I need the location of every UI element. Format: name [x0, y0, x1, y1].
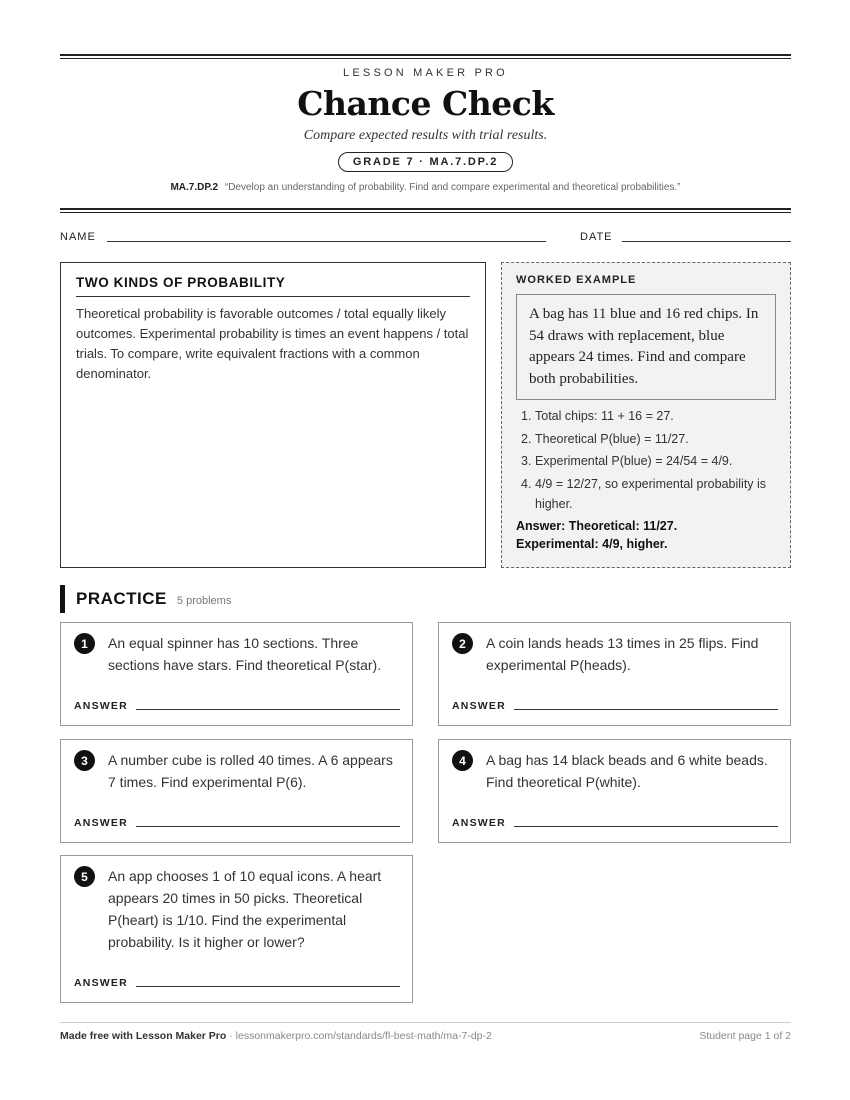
problem-number-badge: 2 [452, 633, 473, 654]
practice-problem-card [60, 855, 413, 1003]
answer-label: ANSWER [452, 817, 506, 829]
standard-description [60, 182, 791, 193]
problem-number-badge: 4 [452, 750, 473, 771]
worked-step: 3. Experimental P(blue) = 24/54 = 4/9. [521, 454, 733, 468]
answer-label: ANSWER [74, 977, 128, 989]
practice-header [60, 585, 231, 613]
answer-field[interactable] [136, 986, 400, 987]
worksheet-subtitle: Compare expected results with trial results. [303, 128, 548, 143]
worked-example-problem: A bag has 11 blue and 16 red chips. In 54 draws with replacement, blue appears 24 times. Find and compare both probabilities. [516, 294, 776, 400]
worksheet-title: Chance Check [297, 84, 554, 123]
name-field[interactable] [107, 241, 546, 242]
answer-label: ANSWER [74, 817, 128, 829]
practice-problem-card [60, 739, 413, 843]
problem-text: A coin lands heads 13 times in 25 flips. Find experimental P(heads). [486, 635, 759, 673]
practice-problem-card [438, 622, 791, 726]
worked-step: 1. Total chips: 11 + 16 = 27. [521, 409, 674, 423]
worked-example-steps [516, 406, 776, 514]
footer-credit: Made free with Lesson Maker Pro · lessonmakerpro.com/standards/fl-best-math/ma-7-dp-2 [60, 1030, 492, 1042]
answer-label: ANSWER [74, 700, 128, 712]
grade-badge: GRADE 7 · MA.7.DP.2 [338, 152, 513, 172]
brand-label: LESSON MAKER PRO [343, 67, 508, 79]
worksheet-page [60, 0, 791, 1100]
problem-number-badge: 3 [74, 750, 95, 771]
worked-step: 2. Theoretical P(blue) = 11/27. [521, 431, 689, 446]
answer-label: ANSWER [452, 700, 506, 712]
footer-url[interactable]: lessonmakerpro.com/standards/fl-best-math/ma-7-dp-2 [235, 1030, 492, 1042]
practice-count: 5 problems [176, 595, 232, 607]
standard-text: “Develop an understanding of probability. Find and compare experimental and theoretical probabilities.” [224, 182, 681, 193]
header-top-rule [60, 54, 791, 59]
problem-text: An app chooses 1 of 10 equal icons. A heart appears 20 times in 50 picks. Theoretical P(heart) is 1/10. Find the experimental probability. Is it higher or lower? [108, 868, 382, 950]
date-field[interactable] [622, 241, 791, 242]
name-label: NAME [60, 231, 96, 243]
worked-step: 4. 4/9 = 12/27, so experimental probability is higher. [521, 476, 767, 511]
date-label: DATE [580, 231, 613, 243]
practice-title: PRACTICE [76, 589, 167, 608]
problem-text: An equal spinner has 10 sections. Three sections have stars. Find theoretical P(star). [108, 635, 382, 673]
worked-example-heading: WORKED EXAMPLE [516, 274, 637, 286]
standard-code: MA.7.DP.2 [170, 182, 219, 193]
worked-example-answer: Answer: Theoretical: 11/27. Experimental: 4/9, higher. [516, 518, 678, 551]
concept-box [60, 262, 486, 568]
answer-field[interactable] [136, 826, 400, 827]
worked-example-box [501, 262, 791, 568]
footer-rule [60, 1022, 791, 1023]
footer-page-number: Student page 1 of 2 [699, 1030, 791, 1042]
answer-field[interactable] [514, 826, 778, 827]
concept-heading: TWO KINDS OF PROBABILITY [76, 275, 470, 297]
problem-number-badge: 1 [74, 633, 95, 654]
answer-field[interactable] [514, 709, 778, 710]
problem-number-badge: 5 [74, 866, 95, 887]
answer-field[interactable] [136, 709, 400, 710]
footer-made-with: Made free with Lesson Maker Pro [60, 1030, 227, 1042]
problem-text: A number cube is rolled 40 times. A 6 appears 7 times. Find experimental P(6). [108, 752, 393, 790]
header-bottom-rule [60, 208, 791, 213]
practice-problem-card [438, 739, 791, 843]
practice-problem-card [60, 622, 413, 726]
problem-text: A bag has 14 black beads and 6 white beads. Find theoretical P(white). [486, 752, 768, 790]
concept-text: Theoretical probability is favorable outcomes / total equally likely outcomes. Experimental probability is times an event happens / total trials. To compare, write equivalent fractions with a common denominator. [76, 306, 469, 381]
